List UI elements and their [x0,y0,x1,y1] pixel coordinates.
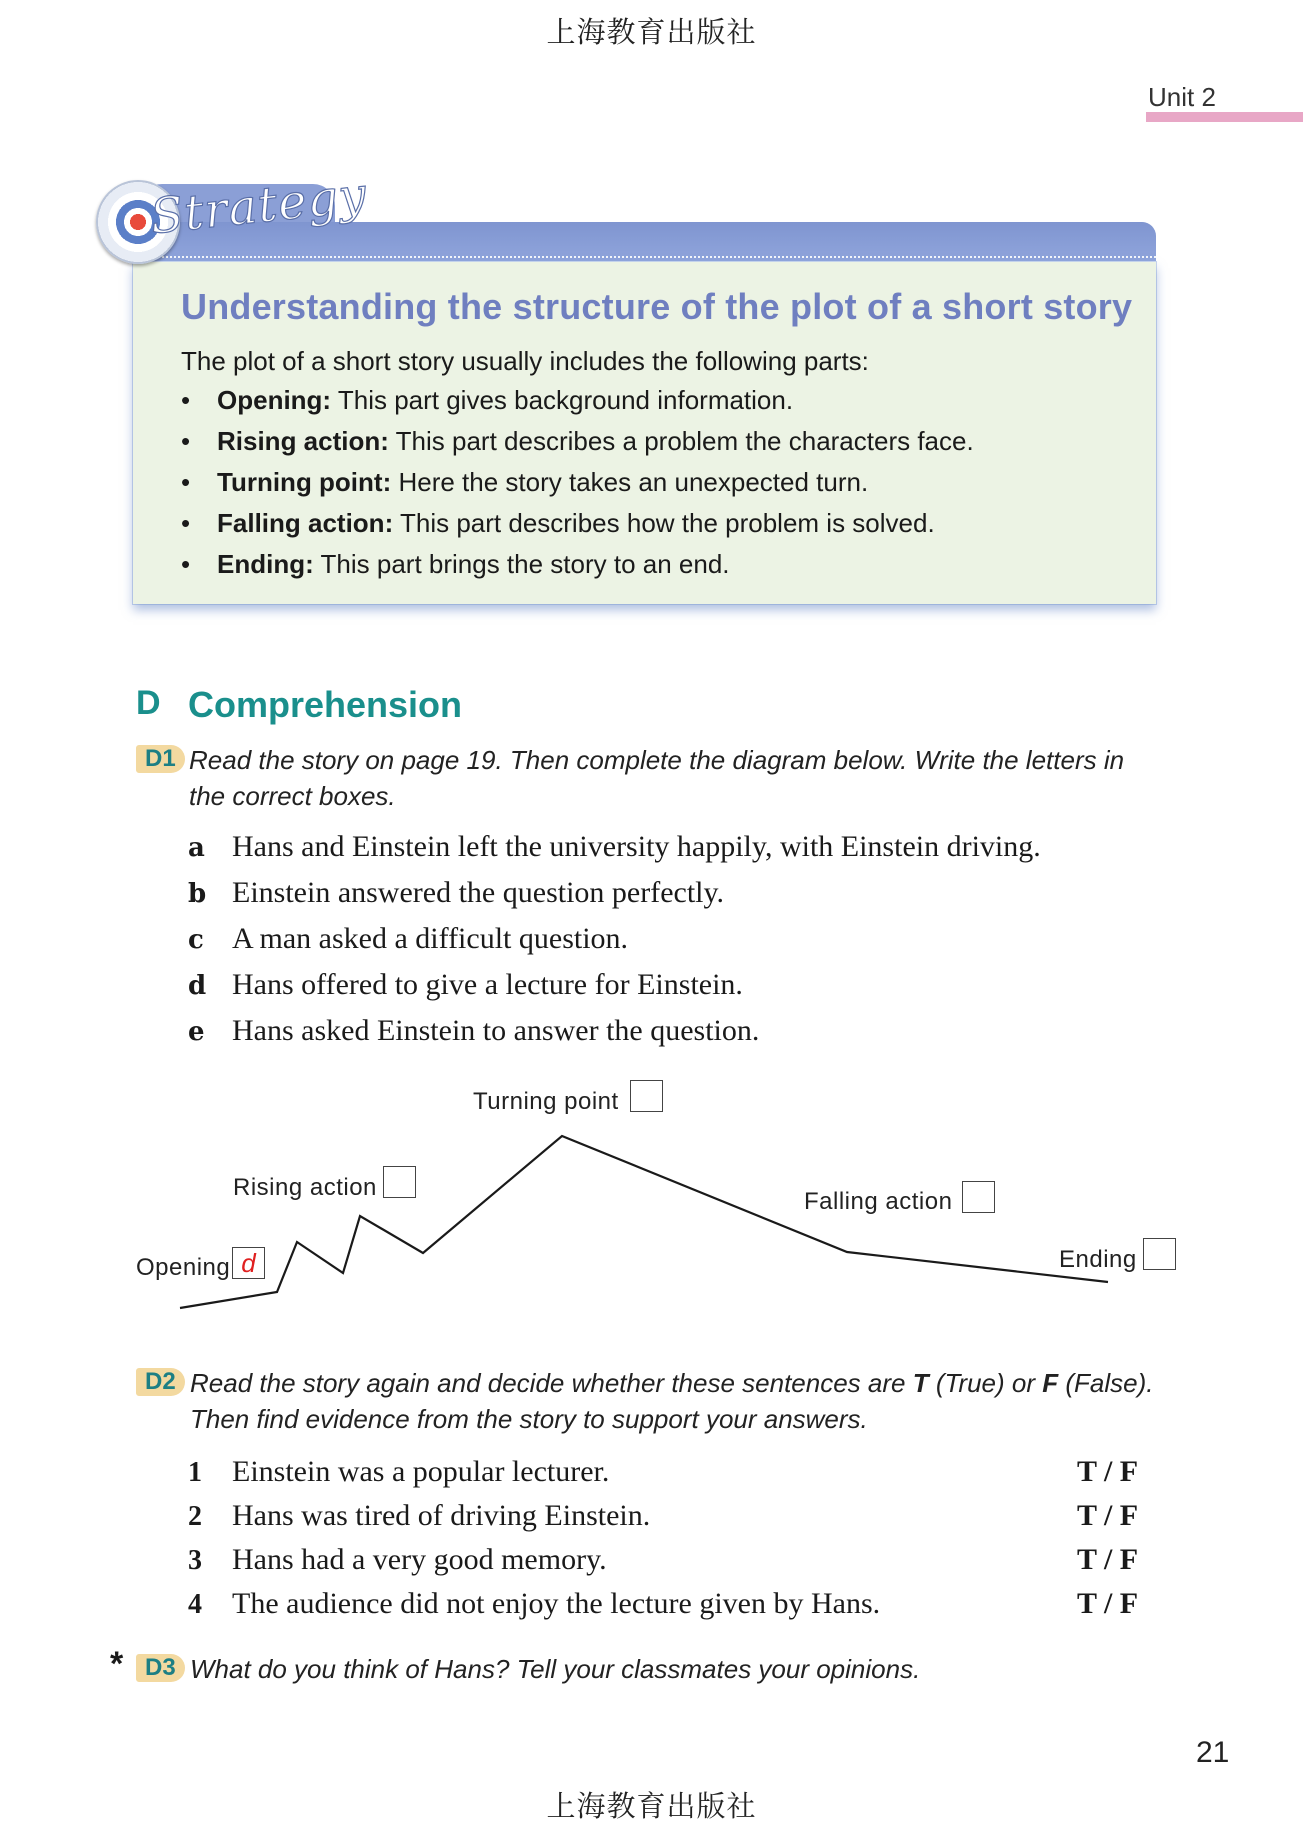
true-false-choice[interactable]: T / F [1077,1499,1139,1532]
statement-number: 4 [188,1589,202,1620]
list-term: Ending: [217,549,314,579]
d3-tag: D3 [136,1654,185,1682]
item-text: Hans offered to give a lecture for Einstein. [232,968,743,1001]
d2-false-letter: F [1042,1368,1059,1398]
statement-number: 3 [188,1545,202,1576]
d1-tag: D1 [136,745,185,773]
opening-label: Opening [136,1254,231,1281]
d3-instruction: What do you think of Hans? Tell your classmates your opinions. [190,1654,921,1684]
strategy-intro: The plot of a short story usually includes the following parts: [181,346,869,376]
turning-point-label: Turning point [473,1088,619,1115]
statement-number: 1 [188,1457,202,1488]
list-text: This part gives background information. [331,385,794,415]
list-text: This part describes a problem the characters face. [388,426,974,456]
strategy-title: Understanding the structure of the plot of a short story [181,286,1133,327]
item-text: Hans and Einstein left the university happily, with Einstein driving. [232,830,1041,863]
true-false-choice[interactable]: T / F [1077,1543,1139,1576]
item-text: A man asked a difficult question. [232,922,629,955]
item-letter: d [188,971,207,1001]
item-letter: c [188,925,204,955]
list-term: Rising action: [217,426,389,456]
d1-instruction-line2: the correct boxes. [189,781,396,811]
rising-action-label: Rising action [233,1174,377,1201]
publisher-footer: 上海教育出版社 [546,1789,757,1823]
publisher-header: 上海教育出版社 [546,15,757,49]
list-term: Opening: [217,385,332,415]
falling-action-label: Falling action [804,1188,953,1215]
list-term: Turning point: [217,467,392,497]
list-text: This part brings the story to an end. [313,549,730,579]
statement-text: Einstein was a popular lecturer. [232,1455,610,1488]
unit-label: Unit 2 [1148,82,1216,112]
section-letter: D [136,684,161,722]
list-text: This part describes how the problem is solved. [393,508,935,538]
item-letter: b [188,879,207,909]
statement-text: Hans was tired of driving Einstein. [232,1499,651,1532]
d2-tag: D2 [136,1368,185,1396]
d2-instruction-line1 [190,1365,1153,1401]
item-letter: a [188,833,205,863]
turning-point-answer-box[interactable] [630,1080,663,1112]
d2-instruction-part: (False). [1058,1368,1154,1398]
d2-instruction-line2: Then find evidence from the story to support your answers. [190,1404,868,1434]
section-title: Comprehension [188,684,463,725]
plot-line [180,1136,1108,1308]
true-false-choice[interactable]: T / F [1077,1455,1139,1488]
d1-instruction-line1: Read the story on page 19. Then complete the diagram below. Write the letters in [189,745,1125,775]
ending-label: Ending [1059,1246,1137,1273]
statement-text: Hans had a very good memory. [232,1543,607,1576]
true-false-choice[interactable]: T / F [1077,1587,1139,1620]
d2-instruction-part: (True) or [928,1368,1043,1398]
optional-star-icon: * [110,1645,124,1683]
d2-instruction-part: Read the story again and decide whether these sentences are [190,1368,913,1398]
list-text: Here the story takes an unexpected turn. [391,467,869,497]
rising-action-answer-box[interactable] [383,1166,416,1198]
item-letter: e [188,1017,205,1047]
falling-action-answer-box[interactable] [962,1181,995,1213]
statement-text: The audience did not enjoy the lecture given by Hans. [232,1587,881,1620]
page-number: 21 [1196,1736,1230,1769]
opening-answer-box[interactable]: d [232,1247,265,1279]
item-text: Einstein answered the question perfectly. [232,876,725,909]
ending-answer-box[interactable] [1143,1238,1176,1270]
list-term: Falling action: [217,508,394,538]
statement-number: 2 [188,1501,202,1532]
d2-true-letter: T [912,1368,929,1398]
item-text: Hans asked Einstein to answer the question. [232,1014,760,1047]
strategy-badge: Strategy [147,166,370,246]
